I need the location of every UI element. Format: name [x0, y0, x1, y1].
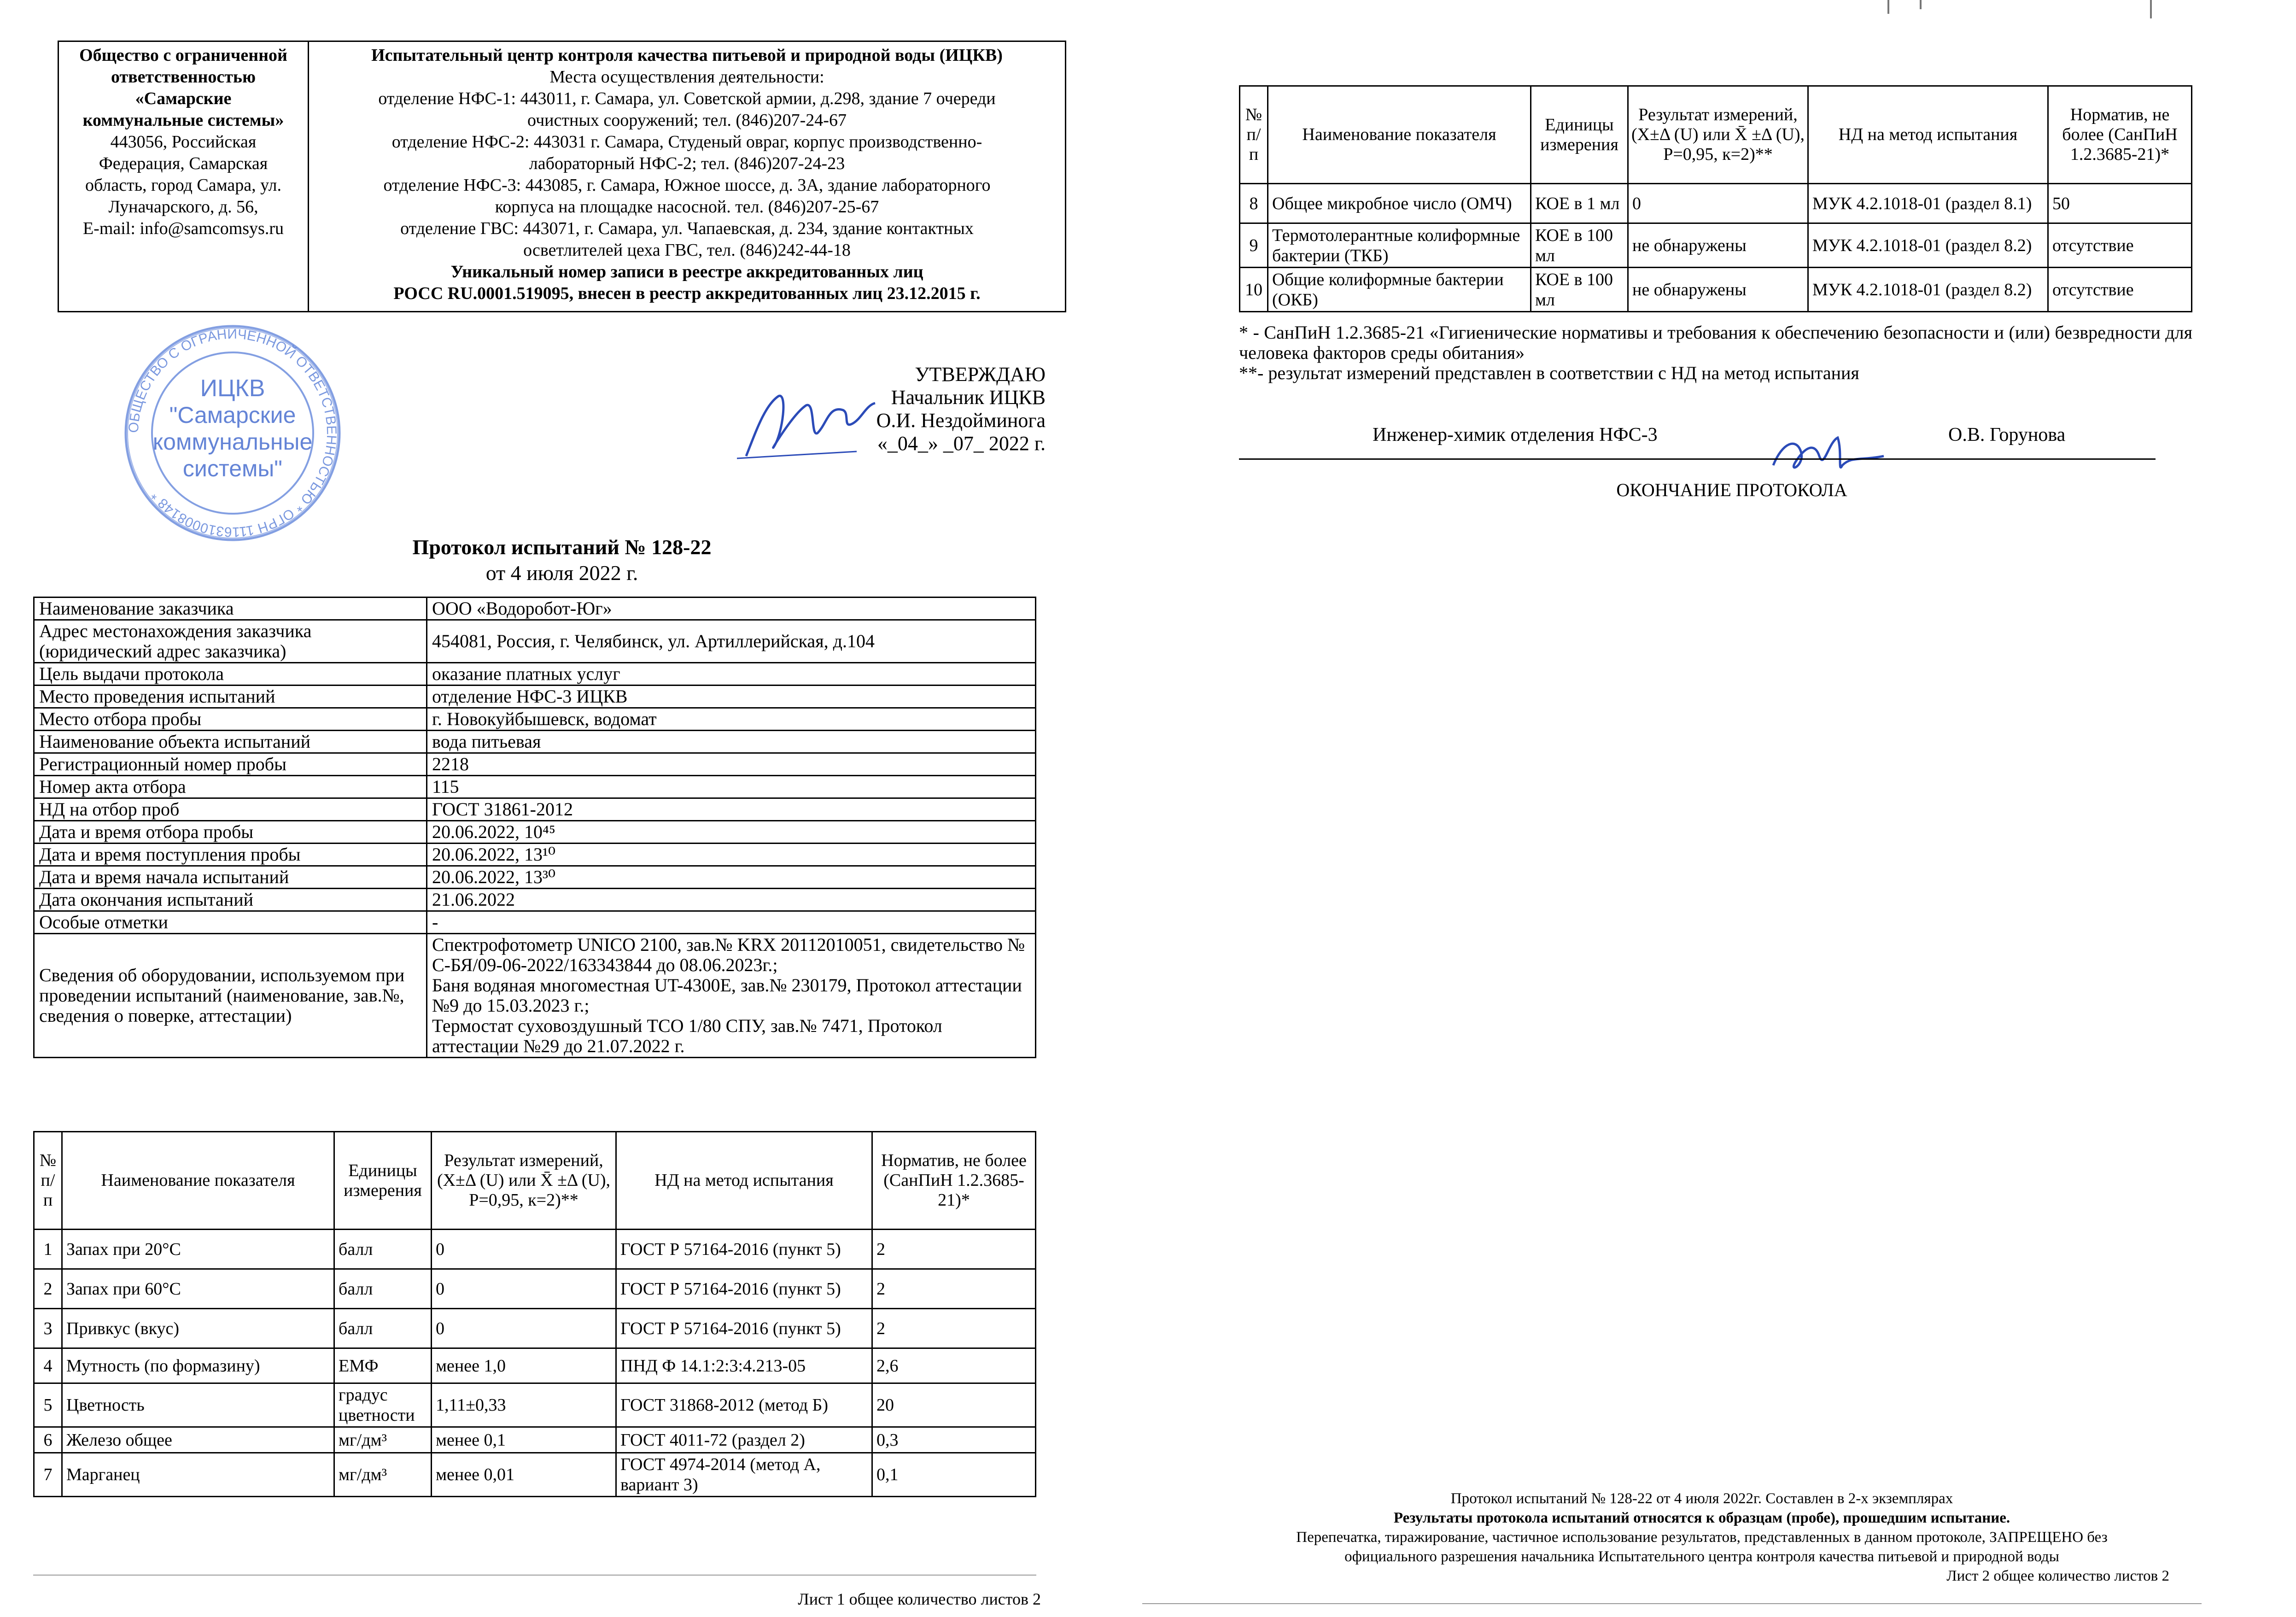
info-value: 2218 — [427, 753, 1036, 776]
result-unit: КОЕ в 1 мл — [1531, 184, 1628, 223]
address-line: осветлителей цеха ГВС, тел. (846)242-44-18 — [523, 240, 851, 260]
org-line: ответственностью — [111, 67, 256, 87]
results-table-1 — [33, 1131, 1036, 1497]
stamp-line: коммунальные — [152, 429, 313, 455]
info-value: 20.06.2022, 13¹⁰ — [427, 844, 1036, 866]
protocol-title: Протокол испытаний № 128-22 — [412, 535, 712, 559]
result-result: менее 1,0 — [432, 1348, 616, 1383]
result-row — [34, 1269, 1036, 1309]
result-name: Мутность (по формазину) — [62, 1348, 334, 1383]
result-method: МУК 4.2.1018-01 (раздел 8.2) — [1808, 223, 2048, 268]
col-num: № п/п — [1240, 86, 1268, 184]
result-norm: 2 — [872, 1309, 1036, 1348]
info-value: 21.06.2022 — [427, 889, 1036, 911]
col-result: Результат измерений, (X±Δ (U) или X̄ ±Δ (U), P=0,95, к=2)** — [432, 1132, 616, 1230]
lab-info-cell — [309, 41, 1066, 312]
equipment-label: Сведения об оборудовании, используемом при проведении испытаний (наименование, зав.№, сведения о поверке, аттестации) — [34, 934, 427, 1058]
col-result: Результат измерений, (X±Δ (U) или X̄ ±Δ (U), P=0,95, к=2)** — [1628, 86, 1808, 184]
info-label: Дата окончания испытаний — [34, 889, 427, 911]
org-line: 443056, Российская — [110, 132, 257, 152]
result-row — [34, 1453, 1036, 1497]
info-row — [34, 731, 1036, 753]
engineer-title: Инженер-химик отделения НФС-3 — [1373, 424, 1658, 445]
info-row — [34, 685, 1036, 708]
footnote-result: **- результат измерений представлен в соответствии с НД на метод испытания — [1239, 363, 1859, 383]
result-name: Марганец — [62, 1453, 334, 1497]
approval-position: Начальник ИЦКВ — [891, 386, 1046, 409]
lab-title: Испытательный центр контроля качества питьевой и природной воды (ИЦКВ) — [371, 46, 1003, 65]
result-unit: ЕМФ — [334, 1348, 432, 1383]
result-n: 10 — [1240, 268, 1268, 312]
result-norm: 2 — [872, 1269, 1036, 1309]
result-name: Запах при 60°С — [62, 1269, 334, 1309]
equipment-item: Спектрофотометр UNICO 2100, зав.№ KRX 20112010051, свидетельство № С-БЯ/09-06-2022/163343844 до 08.06.2023г.; — [432, 934, 1025, 975]
info-value: отделение НФС-3 ИЦКВ — [427, 685, 1036, 708]
col-unit: Единицы измерения — [334, 1132, 432, 1230]
result-n: 3 — [34, 1309, 62, 1348]
result-unit: балл — [334, 1269, 432, 1309]
stamp-line: системы" — [182, 456, 283, 481]
result-name: Цветность — [62, 1383, 334, 1427]
info-label: Наименование объекта испытаний — [34, 731, 427, 753]
col-norm: Норматив, не более (СанПиН 1.2.3685-21)* — [2048, 86, 2192, 184]
info-value: оказание платных услуг — [427, 663, 1036, 685]
result-norm: 2 — [872, 1230, 1036, 1269]
col-method: НД на метод испытания — [616, 1132, 872, 1230]
result-result: 1,11±0,33 — [432, 1383, 616, 1427]
result-norm: 50 — [2048, 184, 2192, 223]
result-unit: балл — [334, 1230, 432, 1269]
sample-info-table — [33, 597, 1036, 1058]
result-method: МУК 4.2.1018-01 (раздел 8.2) — [1808, 268, 2048, 312]
result-name: Железо общее — [62, 1427, 334, 1453]
address-line: отделение НФС-2: 443031 г. Самара, Студеный овраг, корпус производственно- — [391, 132, 982, 152]
info-value: ООО «Водоробот-Юг» — [427, 598, 1036, 620]
result-norm: 0,1 — [872, 1453, 1036, 1497]
info-value: 115 — [427, 776, 1036, 798]
registry-line: Уникальный номер записи в реестре аккредитованных лиц — [450, 262, 923, 281]
organization-cell — [58, 41, 309, 312]
result-row — [1240, 268, 2192, 312]
org-email: E-mail: info@samcomsys.ru — [82, 219, 284, 238]
org-line: Федерация, Самарская — [99, 154, 268, 173]
result-method: ГОСТ 31868-2012 (метод Б) — [616, 1383, 872, 1427]
result-n: 4 — [34, 1348, 62, 1383]
result-result: 0 — [432, 1230, 616, 1269]
result-row — [1240, 223, 2192, 268]
info-value: г. Новокуйбышевск, водомат — [427, 708, 1036, 731]
results-header-row — [1240, 86, 2192, 184]
info-value: вода питьевая — [427, 731, 1036, 753]
engineer-name: О.В. Горунова — [1948, 424, 2066, 445]
director-signature — [737, 378, 894, 470]
info-value: 454081, Россия, г. Челябинск, ул. Артиллерийская, д.104 — [427, 620, 1036, 663]
result-n: 7 — [34, 1453, 62, 1497]
info-row — [34, 911, 1036, 934]
result-n: 5 — [34, 1383, 62, 1427]
approval-date: «_04_» _07_ 2022 г. — [877, 432, 1046, 455]
info-label: Наименование заказчика — [34, 598, 427, 620]
places-label: Места осуществления деятельности: — [549, 67, 824, 87]
result-name: Привкус (вкус) — [62, 1309, 334, 1348]
info-label: Регистрационный номер пробы — [34, 753, 427, 776]
result-result: менее 0,1 — [432, 1427, 616, 1453]
col-unit: Единицы измерения — [1531, 86, 1628, 184]
result-norm: 20 — [872, 1383, 1036, 1427]
result-n: 2 — [34, 1269, 62, 1309]
result-norm: отсутствие — [2048, 223, 2192, 268]
result-method: ГОСТ Р 57164-2016 (пункт 5) — [616, 1269, 872, 1309]
footnote-sanpin: * - СанПиН 1.2.3685-21 «Гигиенические нормативы и требования к обеспечению безопасности и (или) безвредности для человека факторов среды обитания» — [1239, 322, 2192, 363]
col-name: Наименование показателя — [62, 1132, 334, 1230]
address-line: корпуса на площадке насосной. тел. (846)207-25-67 — [495, 197, 879, 217]
result-unit: балл — [334, 1309, 432, 1348]
info-label: Особые отметки — [34, 911, 427, 934]
divider-line — [1239, 458, 2156, 460]
equipment-row — [34, 934, 1036, 1058]
info-row — [34, 708, 1036, 731]
org-line: область, город Самара, ул. — [85, 176, 281, 195]
protocol-date: от 4 июля 2022 г. — [485, 561, 638, 585]
footer-permission: официального разрешения начальника Испытательного центра контроля качества питьевой и природной воды — [1344, 1548, 2059, 1565]
equipment-item: Баня водяная многоместная UT-4300E, зав.№ 230179, Протокол аттестации №9 до 15.03.2023 г.; — [432, 975, 1022, 1016]
result-result: 0 — [432, 1269, 616, 1309]
approval-name: О.И. Нездойминога — [876, 409, 1046, 432]
info-row — [34, 866, 1036, 889]
result-method: ГОСТ Р 57164-2016 (пункт 5) — [616, 1309, 872, 1348]
footnotes — [1239, 322, 2192, 383]
sheet-number-1: Лист 1 общее количество листов 2 — [798, 1590, 1041, 1608]
result-name: Термотолерантные колиформные бактерии (ТКБ) — [1268, 223, 1531, 268]
result-row — [34, 1383, 1036, 1427]
info-value: ГОСТ 31861-2012 — [427, 798, 1036, 821]
org-line: Луначарского, д. 56, — [108, 197, 258, 217]
result-n: 1 — [34, 1230, 62, 1269]
info-label: Место отбора пробы — [34, 708, 427, 731]
result-n: 6 — [34, 1427, 62, 1453]
results-table-2 — [1239, 85, 2192, 312]
info-row — [34, 620, 1036, 663]
info-label: Адрес местонахождения заказчика (юридический адрес заказчика) — [34, 620, 427, 663]
info-row — [34, 798, 1036, 821]
result-result: не обнаружены — [1628, 223, 1808, 268]
col-norm: Норматив, не более (СанПиН 1.2.3685-21)* — [872, 1132, 1036, 1230]
footer-copyright: Перепечатка, тиражирование, частичное использование результатов, представленных в данном протоколе, ЗАПРЕЩЕНО без — [1296, 1529, 2108, 1546]
info-label: Номер акта отбора — [34, 776, 427, 798]
result-row — [34, 1427, 1036, 1453]
result-norm: 0,3 — [872, 1427, 1036, 1453]
stamp-line: "Самарские — [169, 402, 296, 428]
sheet-number-2: Лист 2 общее количество листов 2 — [1946, 1568, 2169, 1584]
result-method: МУК 4.2.1018-01 (раздел 8.1) — [1808, 184, 2048, 223]
info-value: - — [427, 911, 1036, 934]
bottom-rule — [33, 1575, 1036, 1576]
result-result: не обнаружены — [1628, 268, 1808, 312]
info-label: Дата и время начала испытаний — [34, 866, 427, 889]
result-result: 0 — [432, 1309, 616, 1348]
results-header-row — [34, 1132, 1036, 1230]
end-of-protocol: ОКОНЧАНИЕ ПРОТОКОЛА — [1616, 480, 1847, 500]
equipment-item: Термостат суховоздушный ТСО 1/80 СПУ, зав.№ 7471, Протокол аттестации №29 до 21.07.2022 г. — [432, 1015, 942, 1056]
result-unit: КОЕ в 100 мл — [1531, 223, 1628, 268]
info-row — [34, 753, 1036, 776]
info-row — [34, 821, 1036, 844]
info-value: 20.06.2022, 10⁴⁵ — [427, 821, 1036, 844]
result-name: Общие колиформные бактерии (ОКБ) — [1268, 268, 1531, 312]
col-num: № п/п — [34, 1132, 62, 1230]
info-label: НД на отбор проб — [34, 798, 427, 821]
info-label: Место проведения испытаний — [34, 685, 427, 708]
stamp-ring-text: ОБЩЕСТВО С ОГРАНИЧЕННОЙ ОТВЕТСТВЕННОСТЬЮ * ОГРН 1116310008148 * — [126, 326, 339, 540]
address-line: очистных сооружений; тел. (846)207-24-67 — [527, 111, 847, 130]
result-unit: градус цветности — [334, 1383, 432, 1427]
result-row — [1240, 184, 2192, 223]
result-result: 0 — [1628, 184, 1808, 223]
info-row — [34, 598, 1036, 620]
result-norm: отсутствие — [2048, 268, 2192, 312]
registry-number: РОСС RU.0001.519095, внесен в реестр аккредитованных лиц 23.12.2015 г. — [393, 284, 981, 303]
address-line: отделение ГВС: 443071, г. Самара, ул. Чапаевская, д. 234, здание контактных — [400, 219, 974, 238]
address-line: отделение НФС-1: 443011, г. Самара, ул. Советской армии, д.298, здание 7 очереди — [378, 89, 996, 108]
stamp-line: ИЦКВ — [200, 375, 265, 402]
info-label: Дата и время отбора пробы — [34, 821, 427, 844]
bottom-rule — [1142, 1603, 2202, 1604]
col-name: Наименование показателя — [1268, 86, 1531, 184]
header-table — [58, 41, 1066, 312]
result-unit: КОЕ в 100 мл — [1531, 268, 1628, 312]
equipment-value — [427, 934, 1036, 1058]
info-row — [34, 663, 1036, 685]
protocol-heading — [286, 534, 838, 586]
result-method: ПНД Ф 14.1:2:3:4.213-05 — [616, 1348, 872, 1383]
result-n: 8 — [1240, 184, 1268, 223]
org-line: «Самарские — [135, 89, 232, 108]
org-line: Общество с ограниченной — [79, 46, 287, 65]
address-line: лабораторный НФС-2; тел. (846)207-24-23 — [529, 154, 845, 173]
scan-marks — [1884, 0, 2160, 18]
address-line: отделение НФС-3: 443085, г. Самара, Южное шоссе, д. 3А, здание лабораторного — [383, 176, 991, 195]
info-row — [34, 776, 1036, 798]
info-label: Дата и время поступления пробы — [34, 844, 427, 866]
result-name: Запах при 20°С — [62, 1230, 334, 1269]
result-row — [34, 1348, 1036, 1383]
result-row — [34, 1230, 1036, 1269]
result-n: 9 — [1240, 223, 1268, 268]
result-name: Общее микробное число (ОМЧ) — [1268, 184, 1531, 223]
result-unit: мг/дм³ — [334, 1427, 432, 1453]
result-method: ГОСТ 4974-2014 (метод А, вариант 3) — [616, 1453, 872, 1497]
result-unit: мг/дм³ — [334, 1453, 432, 1497]
result-norm: 2,6 — [872, 1348, 1036, 1383]
approval-title: УТВЕРЖДАЮ — [915, 363, 1046, 386]
page2-footer — [1234, 1489, 2169, 1586]
info-value: 20.06.2022, 13³⁰ — [427, 866, 1036, 889]
result-method: ГОСТ Р 57164-2016 (пункт 5) — [616, 1230, 872, 1269]
engineer-signature — [1769, 424, 1888, 488]
result-result: менее 0,01 — [432, 1453, 616, 1497]
result-row — [34, 1309, 1036, 1348]
org-line: коммунальные системы» — [82, 111, 284, 130]
info-label: Цель выдачи протокола — [34, 663, 427, 685]
organization-stamp — [117, 322, 348, 544]
col-method: НД на метод испытания — [1808, 86, 2048, 184]
footer-copies: Протокол испытаний № 128-22 от 4 июля 2022г. Составлен в 2-х экземплярах — [1450, 1490, 1953, 1507]
footer-results-note: Результаты протокола испытаний относятся к образцам (пробе), прошедшим испытание. — [1393, 1510, 2010, 1526]
info-row — [34, 889, 1036, 911]
info-row — [34, 844, 1036, 866]
result-method: ГОСТ 4011-72 (раздел 2) — [616, 1427, 872, 1453]
